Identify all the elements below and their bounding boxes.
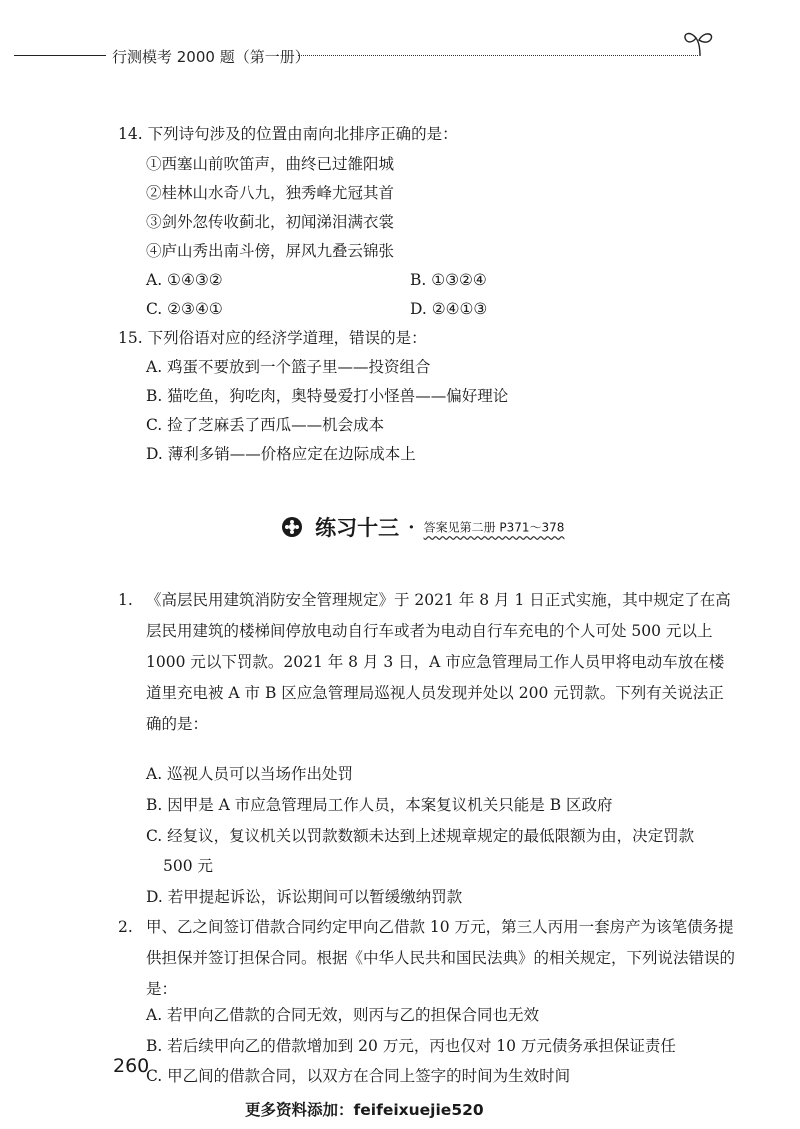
q14-item-2: ②桂林山水奇八九，独秀峰尤冠其首 <box>146 184 395 202</box>
running-header-title: 行测模考 2000 题（第一册） <box>112 48 310 66</box>
p1-number: 1. <box>118 591 133 609</box>
q15-option-d: D. 薄利多销——价格应定在边际成本上 <box>146 445 416 463</box>
p1-option-c-cont: 500 元 <box>163 857 214 875</box>
section-heading <box>282 512 564 542</box>
p1-option-d: D. 若甲提起诉讼，诉讼期间可以暂缓缴纳罚款 <box>146 888 463 906</box>
p2-text: 甲、乙之间签订借款合同约定甲向乙借款 10 万元，第三人丙用一套房产为该笔债务提供担保并签订担保合同。根据《中华人民共和国民法典》的相关规定，下列说法错误的是： <box>146 918 736 998</box>
p2-option-c: C. 甲乙间的借款合同，以双方在合同上签字的时间为生效时间 <box>146 1067 571 1085</box>
q14-item-1: ①西塞山前吹笛声，曲终已过雒阳城 <box>146 155 395 173</box>
p2-option-b: B. 若后续甲向乙的借款增加到 20 万元，丙也仅对 10 万元债务承担保证责任 <box>146 1037 676 1055</box>
q14-stem: 14. 下列诗句涉及的位置由南向北排序正确的是： <box>118 125 458 143</box>
q14-option-b: B. ①③②④ <box>410 271 487 289</box>
sprout-icon <box>680 28 720 58</box>
flower-icon <box>282 517 302 537</box>
q14-item-3: ③剑外忽传收蓟北，初闻涕泪满衣裳 <box>146 213 395 231</box>
q14-option-c: C. ②③④① <box>146 300 223 318</box>
p1-option-a: A. 巡视人员可以当场作出处罚 <box>146 765 354 783</box>
footer-note: 更多资料添加：feifeixuejie520 <box>245 1101 484 1119</box>
q14-item-4: ④庐山秀出南斗傍，屏风九叠云锦张 <box>146 242 395 260</box>
answer-reference: 答案见第二册 P371～378 <box>423 520 565 535</box>
q15-option-a: A. 鸡蛋不要放到一个篮子里——投资组合 <box>146 358 431 376</box>
section-title: 练习十三 <box>315 516 400 540</box>
q15-option-c: C. 捡了芝麻丢了西瓜——机会成本 <box>146 416 385 434</box>
p1-option-c: C. 经复议，复议机关以罚款数额未达到上述规章规定的最低限额为由，决定罚款 <box>146 827 695 845</box>
q15-option-b: B. 猫吃鱼，狗吃肉，奥特曼爱打小怪兽——偏好理论 <box>146 387 509 405</box>
p2-option-a: A. 若甲向乙借款的合同无效，则丙与乙的担保合同也无效 <box>146 1006 540 1024</box>
page-number: 260 <box>113 1055 150 1077</box>
q15-stem: 15. 下列俗语对应的经济学道理，错误的是： <box>118 329 427 347</box>
q14-option-a: A. ①④③② <box>146 271 223 289</box>
q14-option-d: D. ②④①③ <box>410 300 488 318</box>
p2-number: 2. <box>118 918 133 936</box>
header-rule-left <box>14 55 106 56</box>
p1-text: 《高层民用建筑消防安全管理规定》于 2021 年 8 月 1 日正式实施，其中规定了在高层民用建筑的楼梯间停放电动自行车或者为电动自行车充电的个人可处 500 元以上 1000 元以下罚款。2021 年 8 月 3 日，A 市应急管理局工作人员甲将电动车放在楼道里充电被 A 市 B 区应急管理局巡视人员发现并处以 200 元罚款。下列有关说法正确的是： <box>146 591 731 733</box>
p1-option-b: B. 因甲是 A 市应急管理局工作人员，本案复议机关只能是 B 区政府 <box>146 796 613 814</box>
header-rule-right <box>298 55 698 56</box>
section-separator: · <box>408 516 415 538</box>
